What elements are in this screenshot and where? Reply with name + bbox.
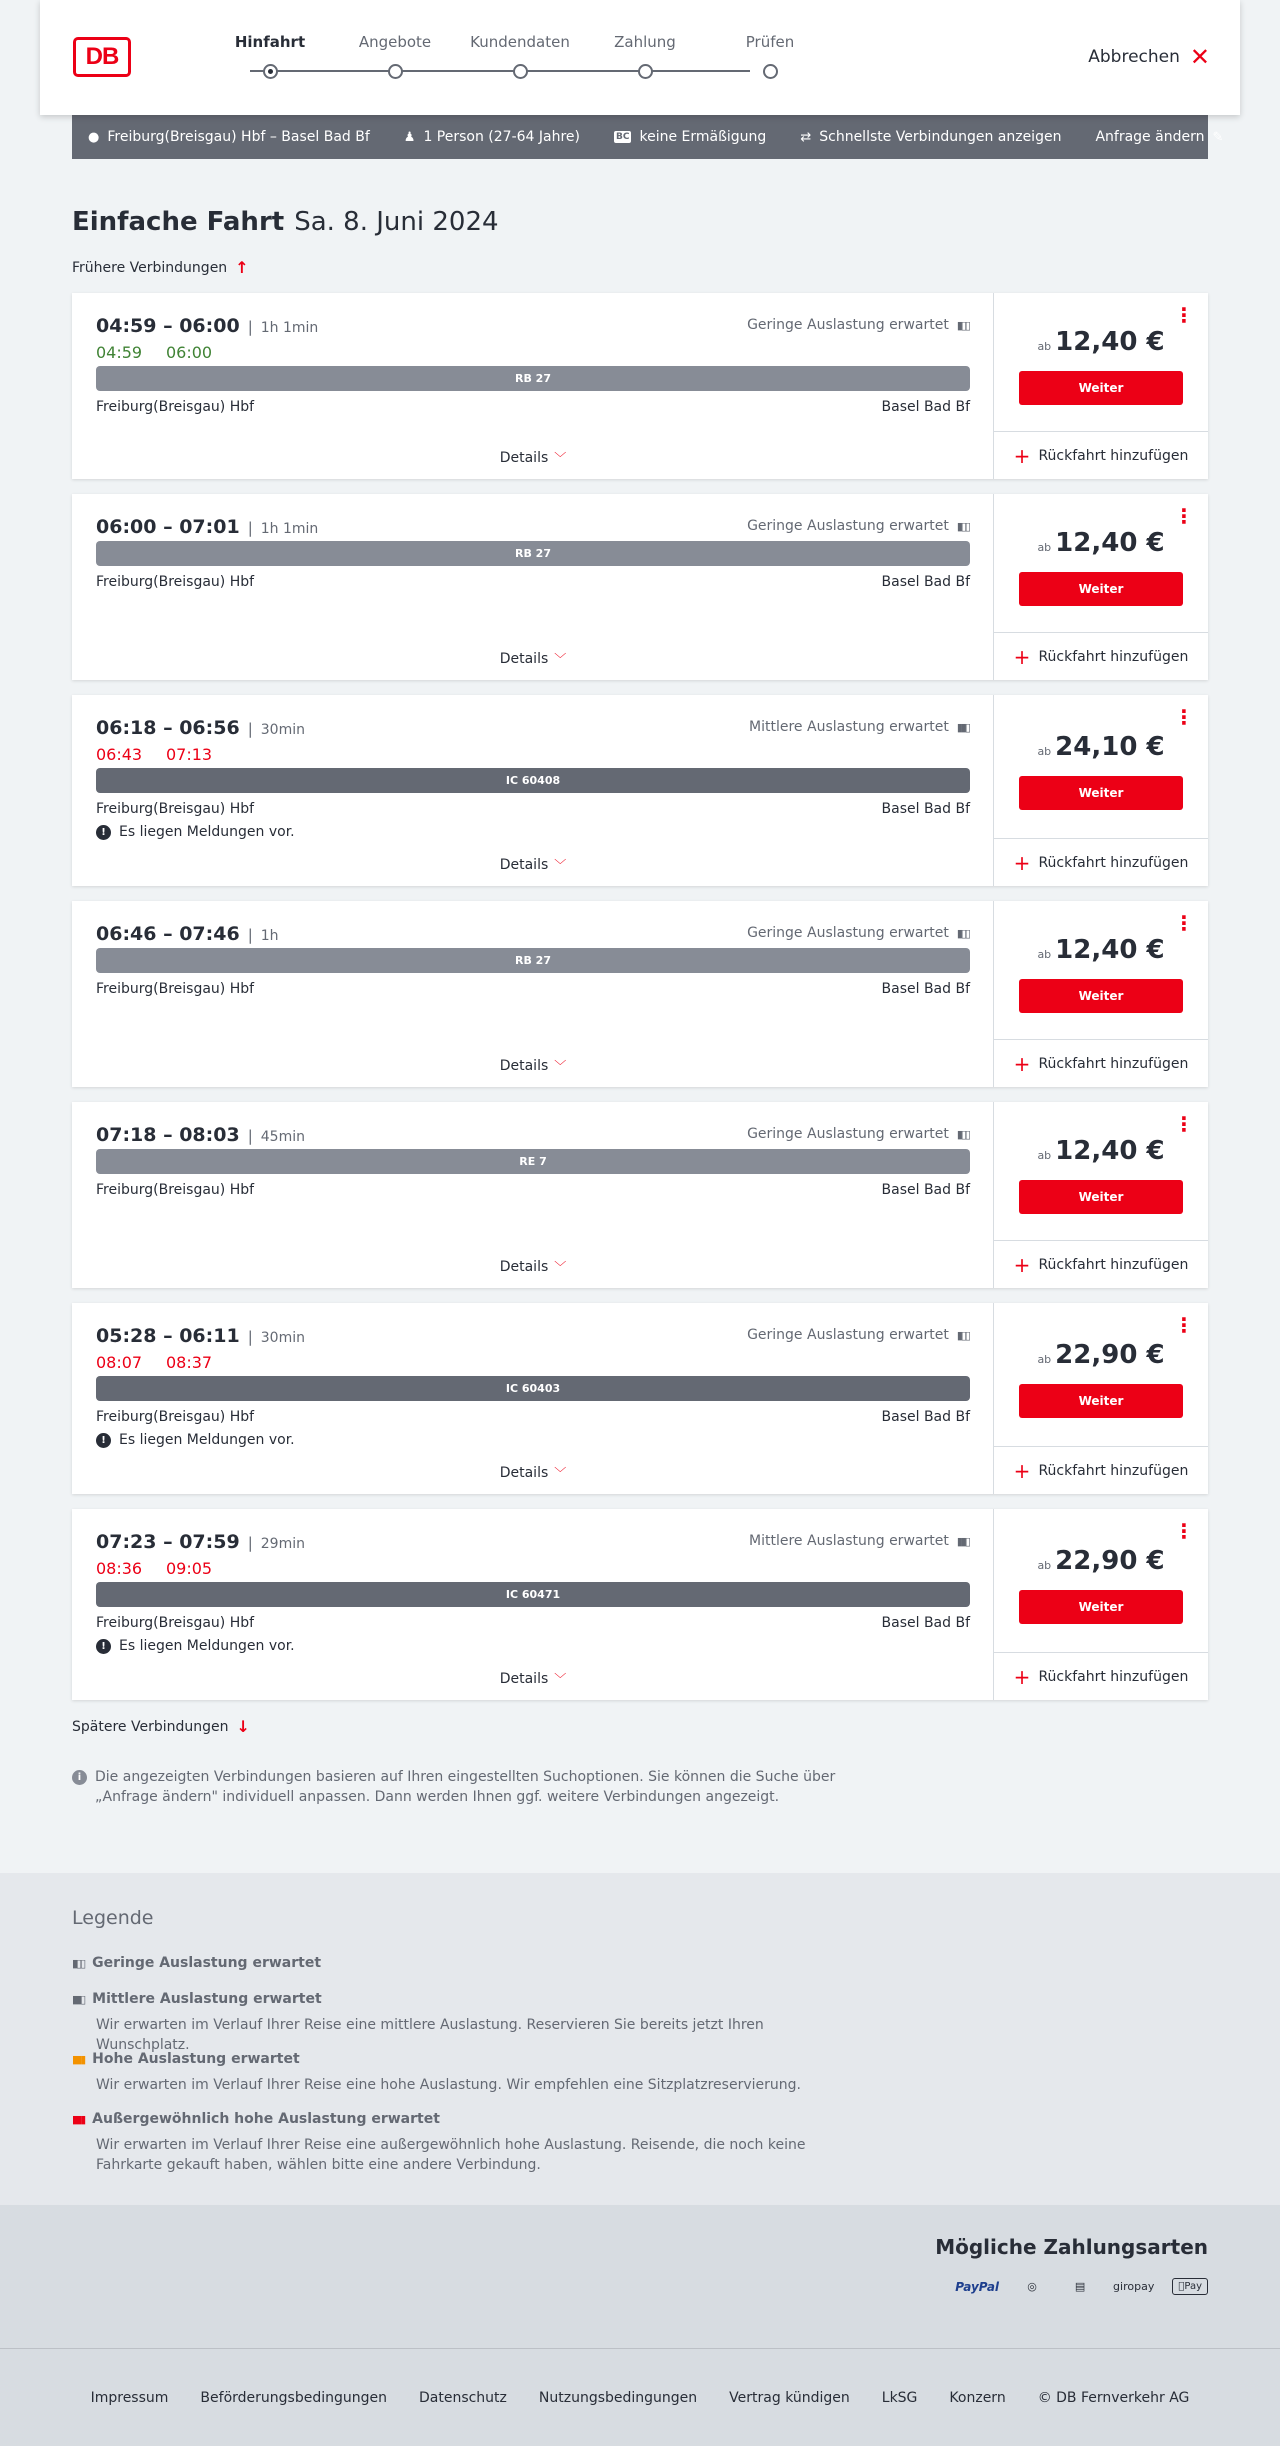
- legend-label: Geringe Auslastung erwartet: [92, 1955, 322, 1971]
- page-title: [72, 207, 499, 237]
- close-icon: ✕: [1189, 43, 1210, 71]
- origin-station: Freiburg(Breisgau) Hbf: [96, 1409, 255, 1425]
- realtime-departure: 04:59: [96, 343, 143, 362]
- chevron-down-icon: ﹀: [554, 451, 567, 465]
- arrow-down-icon: ↓: [236, 1717, 250, 1736]
- stations: [96, 574, 970, 590]
- continue-button[interactable]: Weiter: [1019, 572, 1183, 606]
- query-discount: [614, 129, 766, 145]
- swap-arrows-icon: ⇄: [800, 129, 812, 145]
- alert-icon: !: [96, 1433, 111, 1448]
- realtime-arrival: 09:05: [166, 1559, 213, 1578]
- low-load-icon: ▮▯▯: [956, 1328, 969, 1342]
- origin-station: Freiburg(Breisgau) Hbf: [96, 981, 255, 997]
- legend-item-very-high: [72, 2111, 836, 2175]
- price-prefix: ab: [1037, 948, 1052, 961]
- connection-times: [96, 1325, 305, 1347]
- realtime-times: [96, 745, 236, 764]
- footer-link-konzern[interactable]: Konzern: [949, 2389, 1006, 2406]
- notice-text: Es liegen Meldungen vor.: [119, 1638, 295, 1654]
- connection-main: [72, 293, 994, 479]
- planned-times: 07:18 – 08:03: [96, 1124, 240, 1146]
- duration: 1h: [260, 928, 279, 944]
- stations: [96, 399, 970, 415]
- load-text: Geringe Auslastung erwartet: [747, 925, 949, 941]
- header: [40, 0, 1240, 115]
- load-text: Geringe Auslastung erwartet: [747, 317, 949, 333]
- plus-icon: +: [1013, 1252, 1031, 1277]
- separator: |: [247, 720, 253, 738]
- step-dot: [763, 64, 778, 79]
- plus-icon: +: [1013, 1051, 1031, 1076]
- destination-station: Basel Bad Bf: [881, 1409, 970, 1425]
- medium-load-icon: ▮▮▯: [956, 1534, 969, 1548]
- legend-label: Außergewöhnlich hohe Auslastung erwartet: [92, 2111, 440, 2127]
- step-label: Kundendaten: [470, 33, 570, 51]
- earlier-connections-link[interactable]: [72, 258, 249, 277]
- planned-times: 05:28 – 06:11: [96, 1325, 240, 1347]
- origin-station: Freiburg(Breisgau) Hbf: [96, 1182, 255, 1198]
- stations: [96, 1182, 970, 1198]
- add-return-trip-button[interactable]: [994, 632, 1208, 680]
- price-prefix: ab: [1037, 1149, 1052, 1162]
- more-options-icon[interactable]: ⋮: [1174, 504, 1194, 528]
- footer-copyright: © DB Fernverkehr AG: [1037, 2389, 1190, 2406]
- step-label: Hinfahrt: [234, 33, 306, 51]
- step-angebote: [335, 33, 455, 55]
- realtime-times: [96, 1353, 236, 1372]
- query-summary-bar: [72, 115, 1224, 159]
- legend-item-high: [72, 2051, 836, 2095]
- more-options-icon[interactable]: ⋮: [1174, 1313, 1194, 1337]
- destination-station: Basel Bad Bf: [881, 801, 970, 817]
- return-label: Rückfahrt hinzufügen: [1038, 854, 1189, 871]
- train-bar[interactable]: RB 27: [96, 541, 970, 566]
- load-indicator: [747, 518, 969, 534]
- giropay-icon: giropay: [1113, 2280, 1155, 2293]
- abort-button[interactable]: [1088, 45, 1210, 69]
- connection-card: [72, 1509, 1208, 1700]
- return-label: Rückfahrt hinzufügen: [1038, 1055, 1189, 1072]
- query-route-text: Freiburg(Breisgau) Hbf – Basel Bad Bf: [107, 129, 370, 145]
- notice: [96, 1638, 295, 1654]
- apple-pay-icon: [1172, 2278, 1208, 2295]
- footer-link-datenschutz[interactable]: Datenschutz: [418, 2389, 507, 2406]
- progress-steps: [210, 33, 795, 83]
- connection-offer: [994, 1102, 1208, 1288]
- notice-text: Es liegen Meldungen vor.: [119, 824, 295, 840]
- footer: [0, 2348, 1280, 2446]
- details-toggle[interactable]: [72, 449, 994, 466]
- price-value: 12,40 €: [1055, 935, 1165, 965]
- destination-station: Basel Bad Bf: [881, 1615, 970, 1631]
- duration: 30min: [260, 722, 305, 738]
- load-indicator: [747, 1327, 969, 1343]
- payment-icons: [955, 2278, 1208, 2295]
- duration: 30min: [260, 1330, 305, 1346]
- load-indicator: [749, 719, 969, 735]
- plus-icon: +: [1013, 443, 1031, 468]
- step-dot: [638, 64, 653, 79]
- arrow-up-icon: ↑: [235, 258, 249, 277]
- payment-title: Mögliche Zahlungsarten: [935, 2235, 1208, 2259]
- notice: [96, 824, 295, 840]
- search-info-note: [72, 1767, 852, 1807]
- duration: 29min: [260, 1536, 305, 1552]
- query-discount-text: keine Ermäßigung: [639, 129, 767, 145]
- separator: |: [247, 519, 253, 537]
- load-text: Geringe Auslastung erwartet: [747, 518, 949, 534]
- step-dot: [388, 64, 403, 79]
- change-query-label: Anfrage ändern: [1095, 129, 1205, 145]
- details-toggle[interactable]: [72, 650, 994, 667]
- change-query-button[interactable]: [1095, 129, 1223, 145]
- planned-times: 04:59 – 06:00: [96, 315, 240, 337]
- very-high-load-icon: ▮▮▮: [72, 2112, 85, 2126]
- connection-main: [72, 1102, 994, 1288]
- connection-card: [72, 695, 1208, 886]
- step-label: Angebote: [358, 33, 432, 51]
- step-dot: [513, 64, 528, 79]
- price-prefix: ab: [1037, 541, 1052, 554]
- details-toggle[interactable]: [72, 856, 994, 873]
- connection-offer: [994, 1303, 1208, 1494]
- train-bar[interactable]: IC 60403: [96, 1376, 970, 1401]
- planned-times: 06:18 – 06:56: [96, 717, 240, 739]
- separator: |: [247, 926, 253, 944]
- price-value: 22,90 €: [1055, 1340, 1165, 1370]
- paypal-icon: PayPal: [955, 2279, 1000, 2294]
- progress-line: [250, 70, 750, 72]
- more-options-icon[interactable]: ⋮: [1174, 911, 1194, 935]
- query-option: [800, 129, 1061, 145]
- connection-times: [96, 1124, 305, 1146]
- add-return-trip-button[interactable]: [994, 838, 1208, 886]
- connection-times: [96, 923, 279, 945]
- add-return-trip-button[interactable]: [994, 1652, 1208, 1700]
- contactless-icon: ◎: [1027, 2280, 1037, 2293]
- connection-card: [72, 293, 1208, 479]
- train-bar[interactable]: RB 27: [96, 366, 970, 391]
- details-label: Details: [499, 1058, 549, 1074]
- continue-button[interactable]: Weiter: [1019, 1180, 1183, 1214]
- connection-offer: [994, 494, 1208, 680]
- low-load-icon: ▮▯▯: [72, 1956, 85, 1970]
- duration: 45min: [260, 1129, 305, 1145]
- low-load-icon: ▮▯▯: [956, 926, 969, 940]
- price: [994, 935, 1208, 965]
- realtime-arrival: 08:37: [166, 1353, 213, 1372]
- add-return-trip-button[interactable]: [994, 1446, 1208, 1494]
- price: [994, 1340, 1208, 1370]
- realtime-departure: 08:36: [96, 1559, 143, 1578]
- stations: [96, 981, 970, 997]
- connection-times: [96, 516, 318, 538]
- connection-card: [72, 1303, 1208, 1494]
- return-label: Rückfahrt hinzufügen: [1038, 648, 1189, 665]
- connection-card: [72, 1102, 1208, 1288]
- load-indicator: [749, 1533, 969, 1549]
- add-return-trip-button[interactable]: [994, 1039, 1208, 1087]
- db-logo[interactable]: DB: [73, 37, 131, 77]
- train-bar[interactable]: RB 27: [96, 948, 970, 973]
- step-label: Prüfen: [745, 33, 795, 51]
- trip-date: Sa. 8. Juni 2024: [294, 207, 499, 237]
- price-prefix: ab: [1037, 1559, 1052, 1572]
- query-travellers: [404, 129, 580, 145]
- legend-desc: Wir erwarten im Verlauf Ihrer Reise eine außergewöhnlich hohe Auslastung. Reisende, die noch keine Fahrkarte gekauft haben, wählen bitte eine andere Verbindung.: [96, 2137, 806, 2173]
- planned-times: 06:46 – 07:46: [96, 923, 240, 945]
- return-label: Rückfahrt hinzufügen: [1038, 1668, 1189, 1685]
- continue-button[interactable]: Weiter: [1019, 776, 1183, 810]
- connection-main: [72, 494, 994, 680]
- load-indicator: [747, 317, 969, 333]
- connection-card: [72, 901, 1208, 1087]
- details-toggle[interactable]: [72, 1670, 994, 1687]
- details-label: Details: [499, 857, 549, 873]
- footer-link-befoerderung[interactable]: Beförderungsbedingungen: [200, 2389, 387, 2406]
- later-connections-link[interactable]: [72, 1717, 250, 1736]
- connection-main: [72, 695, 994, 886]
- connection-main: [72, 901, 994, 1087]
- return-label: Rückfahrt hinzufügen: [1038, 1462, 1189, 1479]
- chevron-down-icon: ﹀: [554, 1059, 567, 1073]
- earlier-label: Frühere Verbindungen: [72, 259, 228, 276]
- more-options-icon[interactable]: ⋮: [1174, 1519, 1194, 1543]
- legend-section: [0, 1873, 1280, 2205]
- details-label: Details: [499, 1465, 549, 1481]
- realtime-departure: 08:07: [96, 1353, 143, 1372]
- legend-item-low: [72, 1955, 321, 1971]
- destination-station: Basel Bad Bf: [881, 574, 970, 590]
- connection-offer: [994, 1509, 1208, 1700]
- details-toggle[interactable]: [72, 1057, 994, 1074]
- destination-station: Basel Bad Bf: [881, 981, 970, 997]
- more-options-icon[interactable]: ⋮: [1174, 705, 1194, 729]
- alert-icon: !: [96, 1639, 111, 1654]
- load-text: Mittlere Auslastung erwartet: [749, 1533, 949, 1549]
- footer-link-nutzung[interactable]: Nutzungsbedingungen: [538, 2389, 698, 2406]
- price-value: 12,40 €: [1055, 1136, 1165, 1166]
- plus-icon: +: [1013, 1664, 1031, 1689]
- details-label: Details: [499, 651, 549, 667]
- query-route: [88, 129, 370, 145]
- origin-station: Freiburg(Breisgau) Hbf: [96, 1615, 255, 1631]
- step-pruefen: [710, 33, 830, 55]
- realtime-arrival: 06:00: [166, 343, 213, 362]
- price: [994, 327, 1208, 357]
- price: [994, 528, 1208, 558]
- sepa-icon: ▤: [1074, 2280, 1086, 2293]
- return-label: Rückfahrt hinzufügen: [1038, 1256, 1189, 1273]
- continue-button[interactable]: Weiter: [1019, 979, 1183, 1013]
- chevron-down-icon: ﹀: [554, 652, 567, 666]
- plus-icon: +: [1013, 644, 1031, 669]
- price: [994, 1136, 1208, 1166]
- connection-times: [96, 315, 318, 337]
- step-hinfahrt: [210, 33, 330, 55]
- return-label: Rückfahrt hinzufügen: [1038, 447, 1189, 464]
- stations: [96, 1615, 970, 1631]
- chevron-down-icon: ﹀: [554, 1672, 567, 1686]
- continue-button[interactable]: Weiter: [1019, 371, 1183, 405]
- footer-link-impressum[interactable]: Impressum: [90, 2389, 169, 2406]
- chevron-down-icon: ﹀: [554, 1260, 567, 1274]
- chevron-down-icon: ﹀: [554, 858, 567, 872]
- plus-icon: +: [1013, 1458, 1031, 1483]
- duration: 1h 1min: [260, 521, 319, 537]
- chevron-down-icon: ﹀: [554, 1466, 567, 1480]
- train-bar[interactable]: IC 60408: [96, 768, 970, 793]
- stations: [96, 1409, 970, 1425]
- details-toggle[interactable]: [72, 1464, 994, 1481]
- legend-label: Hohe Auslastung erwartet: [92, 2051, 300, 2067]
- legend-label: Mittlere Auslastung erwartet: [92, 1991, 322, 2007]
- step-zahlung: [585, 33, 705, 55]
- info-icon: i: [72, 1770, 87, 1785]
- footer-link-lksg[interactable]: LkSG: [881, 2389, 918, 2406]
- train-bar[interactable]: IC 60471: [96, 1582, 970, 1607]
- add-return-trip-button[interactable]: [994, 431, 1208, 479]
- location-pin-icon: ●: [88, 129, 100, 145]
- price-value: 12,40 €: [1055, 327, 1165, 357]
- alert-icon: !: [96, 825, 111, 840]
- more-options-icon[interactable]: ⋮: [1174, 1112, 1194, 1136]
- load-indicator: [747, 1126, 969, 1142]
- price-value: 22,90 €: [1055, 1546, 1165, 1576]
- connection-offer: [994, 293, 1208, 479]
- realtime-arrival: 07:13: [166, 745, 213, 764]
- low-load-icon: ▮▯▯: [956, 318, 969, 332]
- plus-icon: +: [1013, 850, 1031, 875]
- separator: |: [247, 1127, 253, 1145]
- low-load-icon: ▮▯▯: [956, 1127, 969, 1141]
- add-return-trip-button[interactable]: [994, 1240, 1208, 1288]
- load-indicator: [747, 925, 969, 941]
- medium-load-icon: ▮▮▯: [956, 720, 969, 734]
- notice: [96, 1432, 295, 1448]
- stations: [96, 801, 970, 817]
- footer-link-kuendigen[interactable]: Vertrag kündigen: [729, 2389, 850, 2406]
- step-kundendaten: [460, 33, 580, 55]
- details-label: Details: [499, 1671, 549, 1687]
- continue-button[interactable]: Weiter: [1019, 1590, 1183, 1624]
- connection-card: [72, 494, 1208, 680]
- legend-desc: Wir erwarten im Verlauf Ihrer Reise eine mittlere Auslastung. Reservieren Sie bereits jetzt Ihren Wunschplatz.: [96, 2017, 764, 2053]
- separator: |: [247, 1534, 253, 1552]
- abort-label: Abbrechen: [1088, 47, 1180, 67]
- more-options-icon[interactable]: ⋮: [1174, 303, 1194, 327]
- low-load-icon: ▮▯▯: [956, 519, 969, 533]
- price: [994, 732, 1208, 762]
- step-label: Zahlung: [614, 33, 676, 51]
- price-value: 12,40 €: [1055, 528, 1165, 558]
- medium-load-icon: ▮▮▯: [72, 1992, 85, 2006]
- connection-offer: [994, 901, 1208, 1087]
- step-dot: [263, 64, 278, 79]
- person-icon: ♟: [403, 129, 416, 145]
- connection-times: [96, 1531, 305, 1553]
- load-text: Mittlere Auslastung erwartet: [749, 719, 949, 735]
- load-text: Geringe Auslastung erwartet: [747, 1327, 949, 1343]
- duration: 1h 1min: [260, 320, 319, 336]
- connection-times: [96, 717, 305, 739]
- info-text: Die angezeigten Verbindungen basieren auf Ihren eingestellten Suchoptionen. Sie können die Suche über „Anfrage ändern" individuell anpassen. Dann werden Ihnen ggf. weitere Verbindungen angezeigt.: [95, 1769, 836, 1805]
- realtime-departure: 06:43: [96, 745, 143, 764]
- query-option-text: Schnellste Verbindungen anzeigen: [819, 129, 1062, 145]
- query-travellers-text: 1 Person (27-64 Jahre): [423, 129, 580, 145]
- legend-title: Legende: [72, 1907, 154, 1929]
- realtime-times: [96, 343, 236, 362]
- connection-main: [72, 1509, 994, 1700]
- bahncard-icon: BC: [616, 132, 630, 142]
- separator: |: [247, 318, 253, 336]
- pencil-icon: ✎: [1212, 129, 1224, 145]
- later-label: Spätere Verbindungen: [72, 1718, 229, 1735]
- price-prefix: ab: [1037, 1353, 1052, 1366]
- origin-station: Freiburg(Breisgau) Hbf: [96, 574, 255, 590]
- trip-type: Einfache Fahrt: [72, 207, 285, 237]
- origin-station: Freiburg(Breisgau) Hbf: [96, 399, 255, 415]
- continue-button[interactable]: Weiter: [1019, 1384, 1183, 1418]
- connection-main: [72, 1303, 994, 1494]
- legend-item-medium: [72, 1991, 836, 2055]
- details-label: Details: [499, 450, 549, 466]
- price-value: 24,10 €: [1055, 732, 1165, 762]
- price-prefix: ab: [1037, 340, 1052, 353]
- destination-station: Basel Bad Bf: [881, 399, 970, 415]
- legend-desc: Wir erwarten im Verlauf Ihrer Reise eine hohe Auslastung. Wir empfehlen eine Sitzplatzreservierung.: [96, 2077, 801, 2093]
- destination-station: Basel Bad Bf: [881, 1182, 970, 1198]
- high-load-icon: ▮▮▮: [72, 2052, 85, 2066]
- price-prefix: ab: [1037, 745, 1052, 758]
- notice-text: Es liegen Meldungen vor.: [119, 1432, 295, 1448]
- apple-pay-label: Pay: [1184, 2281, 1202, 2292]
- price: [994, 1546, 1208, 1576]
- payment-section: [0, 2205, 1280, 2348]
- load-text: Geringe Auslastung erwartet: [747, 1126, 949, 1142]
- details-toggle[interactable]: [72, 1258, 994, 1275]
- connection-offer: [994, 695, 1208, 886]
- origin-station: Freiburg(Breisgau) Hbf: [96, 801, 255, 817]
- separator: |: [247, 1328, 253, 1346]
- train-bar[interactable]: RE 7: [96, 1149, 970, 1174]
- planned-times: 06:00 – 07:01: [96, 516, 240, 538]
- planned-times: 07:23 – 07:59: [96, 1531, 240, 1553]
- realtime-times: [96, 1559, 236, 1578]
- details-label: Details: [499, 1259, 549, 1275]
